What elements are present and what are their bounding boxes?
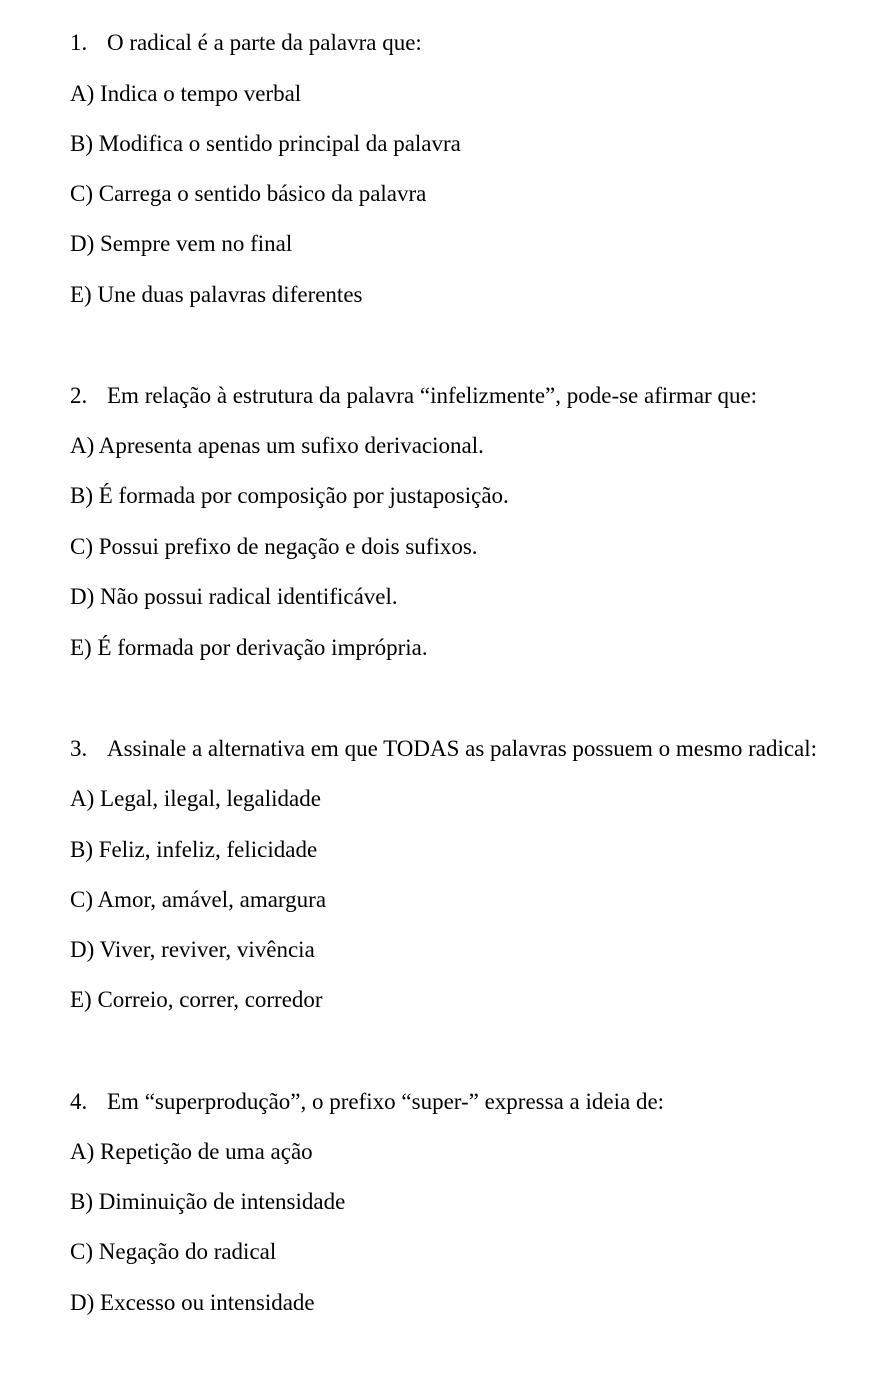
option-c[interactable]: C) Amor, amável, amargura bbox=[70, 887, 327, 912]
option-e[interactable]: E) Correio, correr, corredor bbox=[70, 987, 323, 1012]
option-c[interactable]: C) Negação do radical bbox=[70, 1239, 277, 1264]
option-a[interactable]: A) Indica o tempo verbal bbox=[70, 81, 302, 106]
option-c[interactable]: C) Carrega o sentido básico da palavra bbox=[70, 181, 427, 206]
option-d[interactable]: D) Viver, reviver, vivência bbox=[70, 937, 315, 962]
question-text: Em relação à estrutura da palavra “infelizmente”, pode-se afirmar que: bbox=[107, 383, 758, 408]
option-a[interactable]: A) Legal, ilegal, legalidade bbox=[70, 786, 321, 811]
question-text: Assinale a alternativa em que TODAS as palavras possuem o mesmo radical: bbox=[107, 736, 818, 761]
option-a[interactable]: A) Repetição de uma ação bbox=[70, 1139, 313, 1164]
question-number: 2. bbox=[70, 383, 88, 408]
question-number: 3. bbox=[70, 736, 88, 761]
option-a[interactable]: A) Apresenta apenas um sufixo derivacional. bbox=[70, 433, 484, 458]
option-b[interactable]: B) É formada por composição por justaposição. bbox=[70, 483, 509, 508]
option-b[interactable]: B) Feliz, infeliz, felicidade bbox=[70, 837, 318, 862]
option-c[interactable]: C) Possui prefixo de negação e dois sufixos. bbox=[70, 534, 478, 559]
option-d[interactable]: D) Não possui radical identificável. bbox=[70, 584, 398, 609]
option-e[interactable]: E) Une duas palavras diferentes bbox=[70, 282, 363, 307]
question-number: 4. bbox=[70, 1089, 88, 1114]
option-b[interactable]: B) Diminuição de intensidade bbox=[70, 1189, 346, 1214]
question-number: 1. bbox=[70, 30, 88, 55]
option-b[interactable]: B) Modifica o sentido principal da palavra bbox=[70, 131, 461, 156]
option-d[interactable]: D) Excesso ou intensidade bbox=[70, 1290, 315, 1315]
question-text: O radical é a parte da palavra que: bbox=[107, 30, 422, 55]
option-d[interactable]: D) Sempre vem no final bbox=[70, 231, 293, 256]
question-text: Em “superprodução”, o prefixo “super-” expressa a ideia de: bbox=[107, 1089, 665, 1114]
option-e[interactable]: E) É formada por derivação imprópria. bbox=[70, 635, 428, 660]
